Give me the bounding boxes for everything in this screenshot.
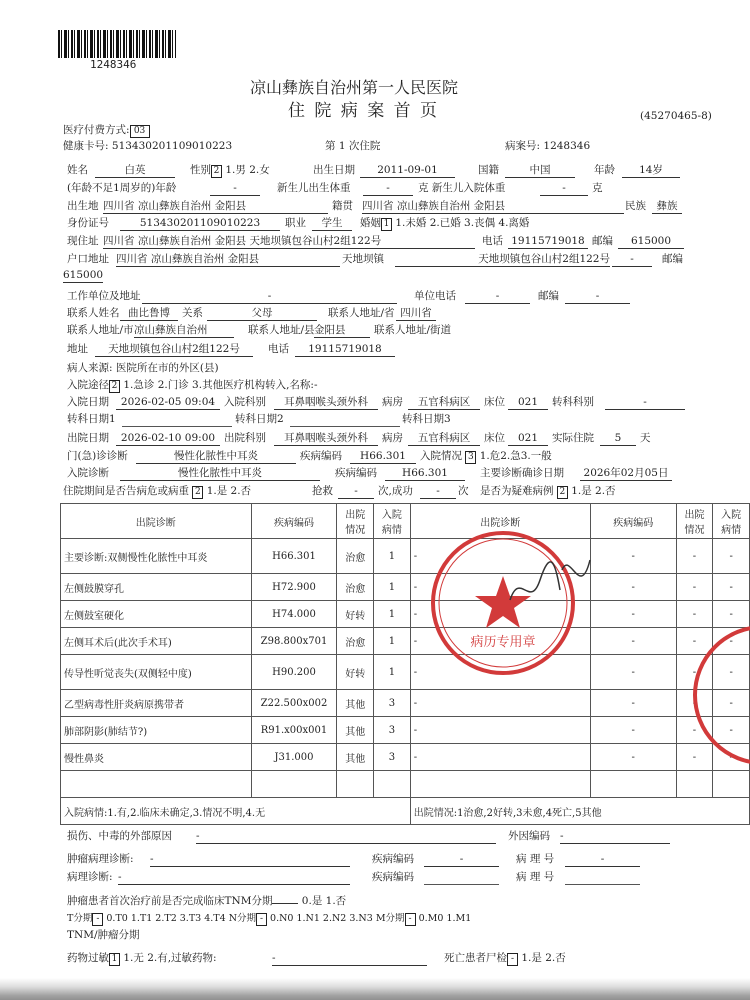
table-row [61,601,750,628]
out-bed-label: 床位 [484,432,505,444]
row-out[interactable]: 其他 [337,744,374,771]
id-value[interactable]: 513430201109010223 [120,217,280,231]
adm-code-label: 疾病编码 [335,467,377,479]
marital-options: 1.未婚 2.已婚 3.丧偶 4.离婚 [395,217,530,229]
days-label: 实际住院 [552,432,594,444]
partial-seal [688,620,750,770]
row-out[interactable]: 治愈 [337,574,374,601]
th-diag2: 出院诊断 [410,504,590,539]
row-code[interactable]: H90.200 [251,655,337,690]
zip-label: 邮编 [592,235,613,247]
form-code: (45270465-8) [640,110,712,122]
row-diag[interactable]: 左侧鼓膜穿孔 [61,574,252,601]
injury-label: 损伤、中毒的外部原因 [67,830,172,842]
row-diag[interactable]: 乙型病毒性肝炎病原携带者 [61,690,252,717]
days-value[interactable]: 5 [600,432,636,446]
row-diag[interactable]: 主要诊断:双侧慢性化脓性中耳炎 [61,539,252,574]
diagnosis-table [60,503,750,825]
row-diag2[interactable]: - [410,601,590,628]
contact-addr2-value[interactable]: 凉山彝族自治州 [134,324,234,338]
record-label: 病案号: [505,140,541,152]
confirm-value[interactable]: 2026年02月05日 [580,467,672,481]
marital-value[interactable]: 1 [381,218,392,231]
row-in2[interactable]: - [713,744,750,771]
hukou-zip-value[interactable]: 615000 [63,269,104,281]
job-label: 职业 [285,217,306,229]
critical-options: 1.是 2.否 [206,485,252,497]
row-diag2[interactable]: - [410,717,590,744]
rel-value[interactable]: 父母 [207,307,317,321]
origin-value[interactable]: 四川省 凉山彝族自治州 金阳县 [362,200,624,214]
critical-label: 住院期间是否告病危或病重 [63,485,189,497]
row-code2[interactable]: - [590,628,676,655]
birthplace-value[interactable]: 四川省 凉山彝族自治州 金阳县 [103,200,328,214]
row-out[interactable]: 好转 [337,655,374,690]
autopsy-options: 1.是 2.否 [521,952,566,964]
contact-label: 联系人姓名 [67,307,120,319]
m-options: 0.M0 1.M1 [418,913,472,924]
rescue-success[interactable]: - [420,485,456,499]
days-unit: 天 [640,432,651,444]
name-value[interactable]: 白英 [95,164,175,178]
row-out2[interactable]: - [676,744,713,771]
doubt-options: 1.是 2.否 [571,485,616,497]
row-diag2[interactable]: - [410,574,590,601]
rescue-unit: 次,成功 [378,485,413,497]
tumor-value[interactable]: - [150,853,350,867]
autopsy-label: 死亡患者尸检 [444,952,507,964]
row-in2[interactable]: - [713,574,750,601]
opd-value[interactable]: 慢性化脓性中耳炎 [136,450,296,464]
row-code[interactable]: J31.000 [251,744,337,771]
work-zip-value[interactable]: - [565,290,630,304]
unit-g: 克 [418,182,429,194]
out-ward-label: 病房 [382,432,403,444]
row-in2[interactable]: - [713,717,750,744]
n-value[interactable]: - [256,913,267,926]
barcode-number: 1248346 [90,58,137,71]
row-code[interactable]: R91.x00x001 [251,717,337,744]
card-value[interactable]: 513430201109010223 [111,140,233,152]
transfer-label: 转科科别 [552,396,594,408]
row-out[interactable]: 其他 [337,690,374,717]
m-value[interactable]: - [405,913,416,926]
path-no-label: 病 理 号 [516,871,555,883]
hukou-zip-dash[interactable]: - [612,253,652,267]
bed-label: 床位 [484,396,505,408]
row-diag[interactable]: 慢性鼻炎 [61,744,252,771]
sex-value[interactable]: 2 [211,165,222,178]
addr-phone-value[interactable]: 19115719018 [295,343,395,357]
ethnic-value[interactable]: 彝族 [652,200,682,214]
doc-title: 住 院 病 案 首 页 [288,101,440,121]
row-code[interactable]: H74.000 [251,601,337,628]
infant-age-value[interactable]: - [210,182,260,196]
work-phone-label: 单位电话 [414,290,456,302]
contact-value[interactable]: 曲比鲁博 [120,307,178,321]
doubt-label: 是否为疑难病例 [480,485,554,497]
ext-code-value[interactable]: - [560,830,670,844]
out-ward-value[interactable]: 五官科病区 [408,432,480,446]
allergy-value[interactable]: 1 [109,953,120,966]
record-value[interactable]: 1248346 [543,140,591,152]
t-value[interactable]: - [92,913,103,926]
row-diag[interactable]: 传导性听觉丧失(双侧轻中度) [61,655,252,690]
origin-label: 籍贯 [332,200,353,212]
table-row [61,574,750,601]
dob-value[interactable]: 2011-09-01 [360,164,455,178]
row-out[interactable]: 好转 [337,601,374,628]
out-dept-label: 出院科别 [224,432,266,444]
t-options: 0.T0 1.T1 2.T2 3.T3 4.T4 N分期 [106,913,257,924]
row-diag2[interactable]: - [410,690,590,717]
adm-code-value[interactable]: H66.301 [385,467,465,481]
table-row [61,717,750,744]
current-addr-value[interactable]: 四川省 凉山彝族自治州 金阳县 天地坝镇包谷山村2组122号 [103,235,475,249]
route-options: 1.急诊 2.门诊 3.其他医疗机构转入,名称: [123,379,314,391]
admit-weight-label: 新生儿入院体重 [431,182,506,194]
hukou-value[interactable]: 四川省 凉山彝族自治州 金阳县 [116,253,340,267]
row-out2[interactable]: - [676,539,713,574]
row-diag[interactable]: 肺部阴影(肺结节?) [61,717,252,744]
ward-value[interactable]: 五官科病区 [408,396,480,410]
row-diag2[interactable]: - [410,628,590,655]
pay-value[interactable]: 03 [130,125,150,138]
age-label: 年龄 [594,164,615,176]
rescue-unit2: 次 [458,485,469,497]
contact-addr-value[interactable]: 四川省 [396,307,436,321]
path-value[interactable]: - [565,853,640,867]
critical-value[interactable]: 2 [192,486,203,499]
rel-label: 关系 [182,307,203,319]
row-in[interactable]: 1 [374,628,411,655]
visit-value[interactable]: 1 [338,140,346,152]
zip-value[interactable]: 615000 [618,235,684,249]
scan-edge [0,978,750,1000]
nation-value[interactable]: 中国 [505,164,575,178]
t1-label: 转科日期1 [67,413,116,425]
hukou-label: 户口地址 [67,253,109,265]
adm-diag-value[interactable]: 慢性化脓性中耳炎 [120,467,320,481]
m-label: M分期 [375,913,405,924]
bed-value[interactable]: 021 [508,396,548,410]
row-code2[interactable]: - [590,574,676,601]
row-in[interactable]: 3 [374,744,411,771]
legend-row [61,798,750,825]
hospital-name: 凉山彝族自治州第一人民医院 [250,78,459,97]
addr-value[interactable]: 天地坝镇包谷山村2组122号 [95,343,253,357]
ethnic-label: 民族 [625,200,646,212]
table-row [61,771,750,798]
signature [500,540,600,610]
pay-label: 医疗付费方式: [63,124,130,136]
row-out2[interactable]: - [676,574,713,601]
route-name[interactable]: - [313,379,318,391]
row-diag2[interactable]: - [410,655,590,690]
contact-addr2-label: 联系人地址/市 [67,324,134,336]
row-in[interactable]: 3 [374,690,411,717]
card-label: 健康卡号: [63,140,109,152]
row-diag[interactable]: 左侧鼓室硬化 [61,601,252,628]
current-addr-label: 现住址 [67,235,99,247]
row-code[interactable]: Z98.800x701 [251,628,337,655]
in-dept-value[interactable]: 耳鼻咽喉头颈外科 [274,396,378,410]
row-out[interactable]: 治愈 [337,539,374,574]
path-diag-value[interactable]: - [118,871,350,885]
nation-label: 国籍 [478,164,499,176]
autopsy-value[interactable]: - [507,953,518,966]
out-cond-legend: 出院情况:1治愈,2好转,3未愈,4死亡,5其他 [410,798,749,825]
route-value[interactable]: 2 [109,380,120,393]
path-code-label: 疾病编码 [372,871,414,883]
allergy-options: 1.无 2.有,过敏药物: [123,952,217,964]
tumor-code-label: 疾病编码 [372,853,414,865]
injury-value[interactable]: - [196,830,496,844]
addr-phone-label: 电话 [268,343,289,355]
row-in2[interactable]: - [713,628,750,655]
work-value[interactable]: - [142,290,397,304]
row-out2[interactable]: - [676,690,713,717]
sex-label: 性别 [190,164,211,176]
marital-label: 婚姻 [360,217,381,229]
row-code2[interactable]: - [590,601,676,628]
allergy-label: 药物过敏 [67,952,109,964]
th-out: 出院情况 [337,504,374,539]
row-code[interactable]: H66.301 [251,539,337,574]
opd-code-label: 疾病编码 [300,450,342,462]
infant-age-label2: 年龄 [155,182,177,194]
row-out2[interactable]: - [676,628,713,655]
th-code: 疾病编码 [251,504,337,539]
th-diag: 出院诊断 [61,504,252,539]
work-label: 工作单位及地址 [67,290,141,302]
table-row [61,690,750,717]
row-in2[interactable]: - [713,690,750,717]
phone-label: 电话 [482,235,503,247]
row-code[interactable]: H72.900 [251,574,337,601]
rescue-label: 抢救 [312,485,333,497]
contact-addr4-label: 联系人地址/街道 [374,324,452,336]
dob-label: 出生日期 [313,164,355,176]
in-dept-label: 入院科别 [224,396,266,408]
tumor-code-value[interactable]: - [424,853,499,867]
route-label: 入院途径 [67,379,109,391]
birthplace-label: 出生地 [67,200,99,212]
transfer-value[interactable]: - [605,396,685,410]
hukou-zip-label: 邮编 [662,253,683,265]
tnm-options: 0.是 1.否 [301,895,347,907]
ext-code-label: 外因编码 [508,830,550,842]
row-out2[interactable]: - [676,601,713,628]
row-in[interactable]: 1 [374,539,411,574]
contact-addr3-value[interactable]: 金阳县 [314,324,370,338]
row-in2[interactable]: - [713,539,750,574]
seal-inner-text: 病历专用章 [470,635,536,650]
th-code2: 疾病编码 [590,504,676,539]
out-bed-value[interactable]: 021 [508,432,548,446]
row-out[interactable]: 其他 [337,717,374,744]
table-row [61,628,750,655]
th-in: 入院病情 [374,504,411,539]
ward-label: 病房 [382,396,403,408]
source-label: 病人来源: [67,362,113,374]
adm-diag-label: 入院诊断 [67,467,109,479]
age-value[interactable]: 14岁 [622,164,680,178]
visit-label: 第 [325,140,336,152]
row-code2[interactable]: - [590,655,676,690]
cond-value[interactable]: 3 [465,451,476,464]
name-label: 姓名 [67,164,88,176]
table-row [61,655,750,690]
phone-value[interactable]: 19115719018 [508,235,588,249]
work-zip-label: 邮编 [538,290,559,302]
row-out2[interactable]: - [676,717,713,744]
row-diag2[interactable]: - [410,539,590,574]
row-in[interactable]: 1 [374,655,411,690]
row-code[interactable]: Z22.500x002 [251,690,337,717]
source-value[interactable]: 医院所在市的外区(县) [115,362,219,374]
tumor-label: 肿瘤病理诊断: [67,853,134,865]
visit-suffix: 次住院 [348,140,381,152]
row-in[interactable]: 1 [374,601,411,628]
barcode [58,30,176,58]
admit-weight-value[interactable]: - [540,182,588,196]
t3-label: 转科日期3 [402,413,451,425]
job-value[interactable]: 学生 [312,217,352,231]
doubt-value[interactable]: 2 [557,486,568,499]
row-out2[interactable]: - [676,655,713,690]
table-row [61,744,750,771]
n-options: 0.N0 1.N1 2.N2 3.N3 [270,913,373,924]
row-in[interactable]: 1 [374,574,411,601]
confirm-label: 主要诊断确诊日期 [480,467,564,479]
allergy-drug[interactable]: - [272,952,427,966]
sex-options: 1.男 2.女 [225,164,270,176]
th-out2: 出院情况 [676,504,713,539]
row-out[interactable]: 治愈 [337,628,374,655]
opd-label: 门(急)诊诊断 [67,450,128,462]
tnm-question: 肿瘤患者首次治疗前是否完成临床TNM分期 [67,895,273,907]
opd-code-value[interactable]: H66.301 [350,450,416,464]
unit-g2: 克 [592,182,603,194]
hukou-town: 天地坝镇 [342,253,384,265]
contact-addr-label: 联系人地址/省 [328,307,395,319]
row-diag[interactable]: 左侧耳术后(此次手术耳) [61,628,252,655]
row-diag2[interactable]: - [410,744,590,771]
t-label: T分期 [67,913,93,924]
rescue-value[interactable]: - [338,485,374,499]
t2-label: 转科日期2 [235,413,284,425]
in-cond-legend: 入院病情:1.有,2.临床未确定,3.情况不明,4.无 [61,798,411,825]
path-label: 病 理 号 [516,853,555,865]
work-phone-value[interactable]: - [465,290,530,304]
tnm-stage-label: TNM/肿瘤分期 [67,929,140,941]
infant-age-label: (年龄不足1周岁的) [67,182,156,194]
out-date-label: 出院日期 [67,432,109,444]
row-in2[interactable]: - [713,601,750,628]
table-header [61,504,750,539]
row-in2[interactable]: - [713,655,750,690]
row-code2[interactable]: - [590,539,676,574]
cond-label: 入院情况 [420,450,462,462]
birth-weight-label: 新生儿出生体重 [277,182,351,194]
row-in[interactable]: 3 [374,717,411,744]
cond-options: 1.危2.急3.一般 [479,450,552,462]
th-in2: 入院病情 [713,504,750,539]
id-label: 身份证号 [67,217,109,229]
addr-label: 地址 [67,343,88,355]
hukou-detail[interactable]: 天地坝镇包谷山村2组122号 [395,253,610,267]
row-code2[interactable]: - [590,744,676,771]
path-diag-label: 病理诊断: [67,871,113,883]
out-date-value[interactable]: 2026-02-10 09:00 [116,432,220,446]
contact-addr3-label: 联系人地址/县 [248,324,315,336]
row-code2[interactable]: - [590,717,676,744]
table-row [61,539,750,574]
row-code2[interactable]: - [590,690,676,717]
birth-weight-value[interactable]: - [363,182,413,196]
out-dept-value[interactable]: 耳鼻咽喉头颈外科 [274,432,378,446]
in-date-value[interactable]: 2026-02-05 09:04 [116,396,220,410]
in-date-label: 入院日期 [67,396,109,408]
